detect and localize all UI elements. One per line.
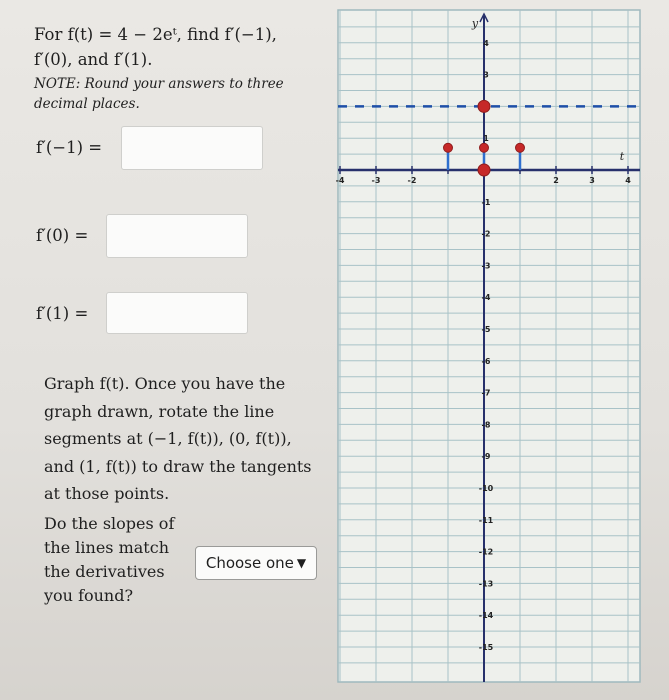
y-tick-label: -9	[481, 452, 491, 462]
x-tick-label: -2	[407, 176, 417, 185]
dropdown-label: Choose one	[205, 554, 294, 572]
slopes-question	[44, 512, 194, 608]
problem-line-2: f′(0), and f′(1).	[34, 50, 153, 69]
graph-point[interactable]	[478, 164, 490, 176]
y-tick-label: -4	[481, 293, 491, 303]
y-tick-label: -11	[478, 515, 494, 525]
graph-instructions-line: segments at (−1, f(t)), (0, f(t)),	[44, 429, 292, 448]
x-tick-label: -4	[335, 176, 345, 185]
graph-instructions-line: Graph f(t). Once you have the	[44, 374, 286, 393]
question-line: you found?	[44, 586, 134, 605]
problem-line-1: For f(t) = 4 − 2eᵗ, find f′(−1),	[34, 25, 277, 44]
answer-label-f-prime-neg1: f′(−1) =	[36, 138, 103, 157]
graph-point[interactable]	[480, 143, 489, 152]
graph-instructions-line: and (1, f(t)) to draw the tangents	[44, 456, 312, 476]
answer-input-f-prime-1[interactable]	[106, 292, 248, 334]
y-tick-label: -8	[481, 420, 491, 430]
note-line-2: decimal places.	[34, 96, 140, 112]
choose-one-dropdown[interactable]	[195, 546, 317, 580]
y-tick-label: -13	[478, 579, 494, 589]
graph-instructions-line: graph drawn, rotate the line	[44, 401, 275, 421]
graph-point[interactable]	[516, 143, 525, 152]
note-line-1: NOTE: Round your answers to three	[34, 76, 284, 92]
graph-point[interactable]	[444, 143, 453, 152]
y-tick-label: -7	[481, 388, 491, 398]
answer-label-f-prime-0: f′(0) =	[36, 226, 89, 245]
y-tick-label: 3	[483, 70, 489, 80]
rounding-note	[34, 74, 324, 114]
x-axis-label: t	[619, 150, 625, 163]
y-tick-label: -2	[481, 229, 491, 239]
y-tick-label: -12	[478, 547, 494, 557]
x-tick-label: 2	[553, 176, 559, 185]
question-line: the lines match	[44, 538, 169, 557]
x-tick-label: 4	[625, 176, 631, 185]
y-tick-label: -5	[481, 325, 491, 334]
x-tick-label: 3	[589, 176, 595, 185]
problem-statement	[34, 22, 324, 114]
answer-label-f-prime-1: f′(1) =	[36, 304, 89, 323]
y-tick-label: 4	[483, 38, 489, 48]
function-graph[interactable]	[335, 10, 640, 682]
answer-input-f-prime-neg1[interactable]	[121, 126, 263, 170]
y-tick-label: -6	[481, 356, 491, 366]
answer-input-f-prime-0[interactable]	[106, 214, 248, 258]
y-tick-label: -10	[478, 484, 494, 493]
question-line: Do the slopes of	[44, 514, 175, 533]
y-tick-label: -14	[478, 611, 494, 621]
y-tick-label: -3	[481, 261, 491, 271]
graph-point[interactable]	[478, 100, 490, 112]
question-line: the derivatives	[44, 562, 165, 581]
y-tick-label: 1	[483, 134, 489, 144]
x-tick-label: -3	[371, 176, 381, 185]
y-axis-label: y	[471, 17, 479, 30]
graph-instructions-line: at those points.	[44, 484, 170, 503]
dropdown-arrow-icon: ▼	[296, 556, 307, 570]
y-tick-label: -1	[481, 197, 491, 207]
graph-instructions	[44, 370, 344, 508]
y-tick-label: -15	[478, 643, 494, 652]
